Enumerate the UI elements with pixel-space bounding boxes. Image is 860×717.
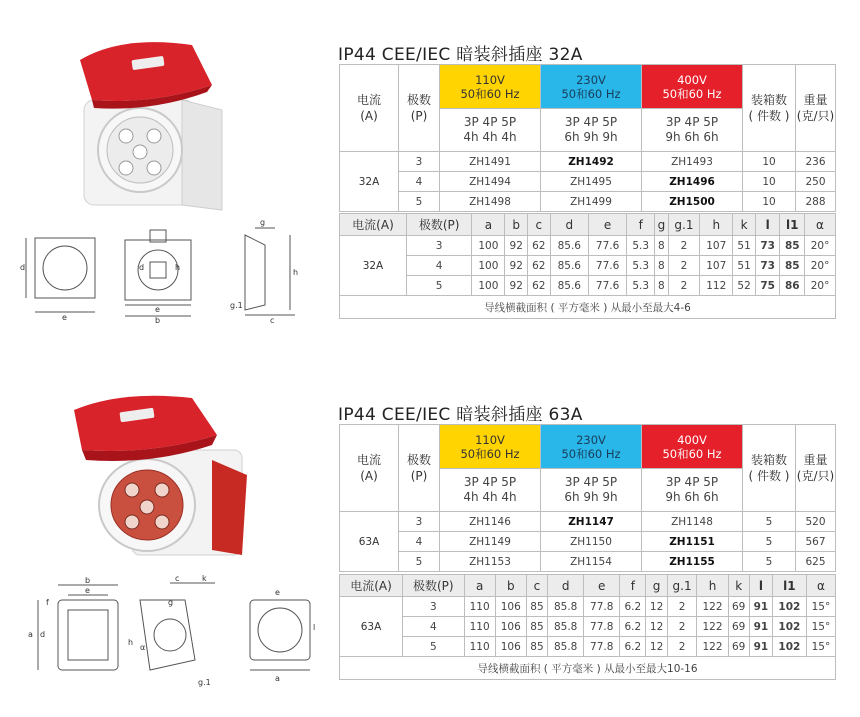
dim-header-cell: c	[526, 575, 547, 597]
dim-cell: 3	[403, 597, 465, 617]
dimension-drawings-63a	[20, 575, 320, 690]
voltage-110v-header: 110V 50和60 Hz	[440, 65, 541, 109]
dim-cell: 69	[728, 637, 749, 657]
dim-cell: 110	[464, 597, 495, 617]
dim-cell: 15°	[806, 637, 835, 657]
dim-header-cell: f	[620, 575, 646, 597]
dim-cell: 73	[755, 256, 780, 276]
current-value: 32A	[340, 152, 399, 212]
dim-header-cell: d	[548, 575, 584, 597]
dim-cell: 2	[668, 256, 700, 276]
dim-table-row	[340, 617, 836, 637]
dim-cell: 8	[655, 256, 669, 276]
cell-110v: ZH1153	[440, 552, 541, 572]
dim-cell: 100	[472, 276, 505, 296]
dim-header-cell: g.1	[667, 575, 697, 597]
cell-box: 5	[743, 512, 796, 532]
cell-110v: ZH1498	[440, 192, 541, 212]
dim-header-cell: 极数(P)	[403, 575, 465, 597]
dim-cell: 100	[472, 236, 505, 256]
dim-cell: 8	[655, 236, 669, 256]
table-row	[340, 152, 836, 172]
dim-cell: 6.2	[620, 637, 646, 657]
cell-230v: ZH1495	[541, 172, 642, 192]
dim-cell: 102	[772, 617, 806, 637]
table-row	[340, 552, 836, 572]
dim-cell: 51	[733, 236, 756, 256]
dim-cell: 52	[733, 276, 756, 296]
dim-header-cell: l1	[780, 214, 805, 236]
dim-cell: 77.8	[584, 597, 620, 617]
cell-poles: 4	[399, 532, 440, 552]
poles-230v: 3P 4P 5P 6h 9h 9h	[541, 109, 642, 152]
header-poles: 极数 (P)	[399, 65, 440, 152]
dim-header-cell: 电流(A)	[340, 575, 403, 597]
dim-cell: 92	[505, 256, 528, 276]
header-weight: 重量 (克/只)	[796, 65, 836, 152]
dim-header-cell: f	[627, 214, 655, 236]
cell-weight: 236	[796, 152, 836, 172]
header-current: 电流 (A)	[340, 425, 399, 512]
dim-cell: 77.6	[588, 236, 626, 256]
dim-cell: 100	[472, 256, 505, 276]
cell-poles: 5	[399, 192, 440, 212]
svg-text:e: e	[62, 313, 67, 322]
dim-cell: 85.6	[550, 256, 588, 276]
cell-230v: ZH1150	[541, 532, 642, 552]
dim-cell: 5.3	[627, 256, 655, 276]
svg-text:d: d	[139, 263, 145, 272]
cell-box: 10	[743, 192, 796, 212]
dim-header-cell: k	[728, 575, 749, 597]
header-current: 电流 (A)	[340, 65, 399, 152]
dim-cell: 85	[526, 617, 547, 637]
voltage-230v-header: 230V 50和60 Hz	[541, 65, 642, 109]
dim-cell: 12	[646, 637, 667, 657]
svg-text:c: c	[270, 316, 275, 325]
dim-cell: 15°	[806, 597, 835, 617]
svg-text:f: f	[46, 598, 49, 607]
cell-box: 5	[743, 552, 796, 572]
cell-230v: ZH1154	[541, 552, 642, 572]
dimension-table	[339, 574, 836, 680]
dim-cell: 85.8	[548, 637, 584, 657]
dim-cell: 8	[655, 276, 669, 296]
dim-cell: 110	[464, 617, 495, 637]
dim-cell: 12	[646, 617, 667, 637]
dim-header-cell: α	[806, 575, 835, 597]
model-table	[339, 424, 836, 572]
dim-cell: 110	[464, 637, 495, 657]
dim-cell: 85.8	[548, 597, 584, 617]
svg-text:g.1: g.1	[230, 301, 243, 310]
dim-cell: 2	[668, 276, 700, 296]
svg-text:e: e	[155, 305, 160, 314]
dim-header-cell: α	[805, 214, 836, 236]
dim-table-row	[340, 637, 836, 657]
current-value: 63A	[340, 597, 403, 657]
dim-cell: 4	[406, 256, 471, 276]
dim-header-cell: l	[749, 575, 772, 597]
dim-cell: 20°	[805, 236, 836, 256]
svg-text:l: l	[313, 623, 316, 632]
dim-cell: 85.8	[548, 617, 584, 637]
dim-cell: 122	[697, 637, 728, 657]
dim-cell: 51	[733, 256, 756, 276]
dim-cell: 20°	[805, 276, 836, 296]
svg-text:α: α	[140, 643, 146, 652]
dim-table-row	[340, 597, 836, 617]
dim-cell: 62	[528, 276, 551, 296]
poles-230v: 3P 4P 5P 6h 9h 9h	[541, 469, 642, 512]
voltage-400v-header: 400V 50和60 Hz	[642, 425, 743, 469]
voltage-230v-header: 230V 50和60 Hz	[541, 425, 642, 469]
dim-table-row	[340, 276, 836, 296]
dim-header-cell: 极数(P)	[406, 214, 471, 236]
svg-text:c: c	[175, 575, 180, 583]
dim-cell: 73	[755, 236, 780, 256]
dim-header-cell: a	[464, 575, 495, 597]
svg-text:h: h	[128, 638, 134, 647]
dim-cell: 69	[728, 597, 749, 617]
svg-text:h: h	[175, 263, 181, 272]
dim-cell: 102	[772, 637, 806, 657]
dim-header-cell: c	[528, 214, 551, 236]
dim-cell: 91	[749, 597, 772, 617]
cell-230v: ZH1147	[541, 512, 642, 532]
dim-cell: 4	[403, 617, 465, 637]
dim-cell: 107	[700, 236, 733, 256]
dim-cell: 2	[668, 236, 700, 256]
dim-header-cell: h	[700, 214, 733, 236]
dim-cell: 85.6	[550, 236, 588, 256]
dim-cell: 62	[528, 256, 551, 276]
svg-text:g: g	[260, 220, 266, 227]
dim-header-cell: d	[550, 214, 588, 236]
socket-63a-photo	[62, 390, 252, 565]
cell-400v: ZH1148	[642, 512, 743, 532]
poles-400v: 3P 4P 5P 9h 6h 6h	[642, 469, 743, 512]
dim-header-cell: l	[755, 214, 780, 236]
cell-400v: ZH1493	[642, 152, 743, 172]
dim-header-cell: e	[584, 575, 620, 597]
svg-text:b: b	[155, 316, 161, 325]
svg-text:b: b	[85, 576, 91, 585]
dim-cell: 12	[646, 597, 667, 617]
dim-cell: 5	[403, 637, 465, 657]
poles-110v: 3P 4P 5P 4h 4h 4h	[440, 469, 541, 512]
dimension-drawings-32a	[20, 220, 320, 335]
current-value: 32A	[340, 236, 407, 296]
cell-poles: 4	[399, 172, 440, 192]
dimension-table	[339, 213, 836, 319]
cell-poles: 3	[399, 512, 440, 532]
dim-cell: 77.8	[584, 617, 620, 637]
svg-text:h: h	[293, 268, 299, 277]
cell-400v: ZH1496	[642, 172, 743, 192]
table-row	[340, 192, 836, 212]
dim-cell: 5	[406, 276, 471, 296]
dim-table-row	[340, 236, 836, 256]
svg-text:e: e	[85, 586, 90, 595]
cell-weight: 250	[796, 172, 836, 192]
svg-text:d: d	[40, 630, 46, 639]
dim-cell: 62	[528, 236, 551, 256]
current-value: 63A	[340, 512, 399, 572]
dim-header-cell: e	[588, 214, 626, 236]
cell-box: 10	[743, 172, 796, 192]
dim-cell: 77.8	[584, 637, 620, 657]
dim-cell: 20°	[805, 256, 836, 276]
dim-cell: 91	[749, 617, 772, 637]
svg-text:g.1: g.1	[198, 678, 211, 687]
dim-cell: 2	[667, 597, 697, 617]
dim-cell: 6.2	[620, 617, 646, 637]
dim-cell: 86	[780, 276, 805, 296]
table-row	[340, 512, 836, 532]
cell-weight: 520	[796, 512, 836, 532]
cell-poles: 3	[399, 152, 440, 172]
voltage-400v-header: 400V 50和60 Hz	[642, 65, 743, 109]
cell-110v: ZH1494	[440, 172, 541, 192]
cell-230v: ZH1499	[541, 192, 642, 212]
wire-section-note: 导线横截面积 ( 平方毫米 ) 从最小至最大4-6	[340, 296, 836, 319]
dim-cell: 69	[728, 617, 749, 637]
poles-400v: 3P 4P 5P 9h 6h 6h	[642, 109, 743, 152]
dim-cell: 5.3	[627, 236, 655, 256]
dim-cell: 77.6	[588, 276, 626, 296]
model-table	[339, 64, 836, 212]
cell-400v: ZH1155	[642, 552, 743, 572]
cell-weight: 567	[796, 532, 836, 552]
cell-400v: ZH1500	[642, 192, 743, 212]
dim-cell: 85	[780, 256, 805, 276]
dim-cell: 122	[697, 617, 728, 637]
dim-cell: 91	[749, 637, 772, 657]
svg-text:g: g	[168, 598, 174, 607]
voltage-110v-header: 110V 50和60 Hz	[440, 425, 541, 469]
cell-poles: 5	[399, 552, 440, 572]
cell-110v: ZH1149	[440, 532, 541, 552]
dim-cell: 2	[667, 637, 697, 657]
cell-box: 10	[743, 152, 796, 172]
svg-text:a: a	[28, 630, 33, 639]
svg-text:k: k	[202, 575, 207, 583]
cell-110v: ZH1491	[440, 152, 541, 172]
cell-weight: 288	[796, 192, 836, 212]
poles-110v: 3P 4P 5P 4h 4h 4h	[440, 109, 541, 152]
dim-header-cell: b	[495, 575, 526, 597]
dim-header-cell: g.1	[668, 214, 700, 236]
header-box-qty: 装箱数 ( 件数 )	[743, 65, 796, 152]
dim-header-cell: h	[697, 575, 728, 597]
dim-cell: 102	[772, 597, 806, 617]
dim-cell: 85	[526, 637, 547, 657]
dim-cell: 106	[495, 637, 526, 657]
header-box-qty: 装箱数 ( 件数 )	[743, 425, 796, 512]
dim-cell: 85	[526, 597, 547, 617]
dim-cell: 106	[495, 597, 526, 617]
dim-cell: 6.2	[620, 597, 646, 617]
dim-header-cell: k	[733, 214, 756, 236]
dim-cell: 77.6	[588, 256, 626, 276]
cell-weight: 625	[796, 552, 836, 572]
svg-text:e: e	[275, 588, 280, 597]
socket-32a-photo	[62, 30, 252, 220]
dim-cell: 112	[700, 276, 733, 296]
table-row	[340, 532, 836, 552]
dim-cell: 85	[780, 236, 805, 256]
dim-cell: 107	[700, 256, 733, 276]
svg-text:a: a	[275, 674, 280, 683]
header-weight: 重量 (克/只)	[796, 425, 836, 512]
dim-header-cell: a	[472, 214, 505, 236]
dim-header-cell: g	[655, 214, 669, 236]
dim-header-cell: g	[646, 575, 667, 597]
dim-cell: 2	[667, 617, 697, 637]
cell-box: 5	[743, 532, 796, 552]
dim-cell: 75	[755, 276, 780, 296]
header-poles: 极数 (P)	[399, 425, 440, 512]
dim-cell: 5.3	[627, 276, 655, 296]
dim-cell: 106	[495, 617, 526, 637]
section-title: IP44 CEE/IEC 暗装斜插座 63A	[338, 405, 583, 425]
section-title: IP44 CEE/IEC 暗装斜插座 32A	[338, 45, 583, 65]
dim-cell: 15°	[806, 617, 835, 637]
cell-110v: ZH1146	[440, 512, 541, 532]
cell-400v: ZH1151	[642, 532, 743, 552]
cell-230v: ZH1492	[541, 152, 642, 172]
dim-cell: 122	[697, 597, 728, 617]
svg-text:d: d	[20, 263, 26, 272]
dim-cell: 92	[505, 236, 528, 256]
dim-header-cell: 电流(A)	[340, 214, 407, 236]
dim-header-cell: l1	[772, 575, 806, 597]
table-row	[340, 172, 836, 192]
dim-cell: 92	[505, 276, 528, 296]
dim-header-cell: b	[505, 214, 528, 236]
dim-cell: 85.6	[550, 276, 588, 296]
wire-section-note: 导线横截面积 ( 平方毫米 ) 从最小至最大10-16	[340, 657, 836, 680]
dim-table-row	[340, 256, 836, 276]
dim-cell: 3	[406, 236, 471, 256]
